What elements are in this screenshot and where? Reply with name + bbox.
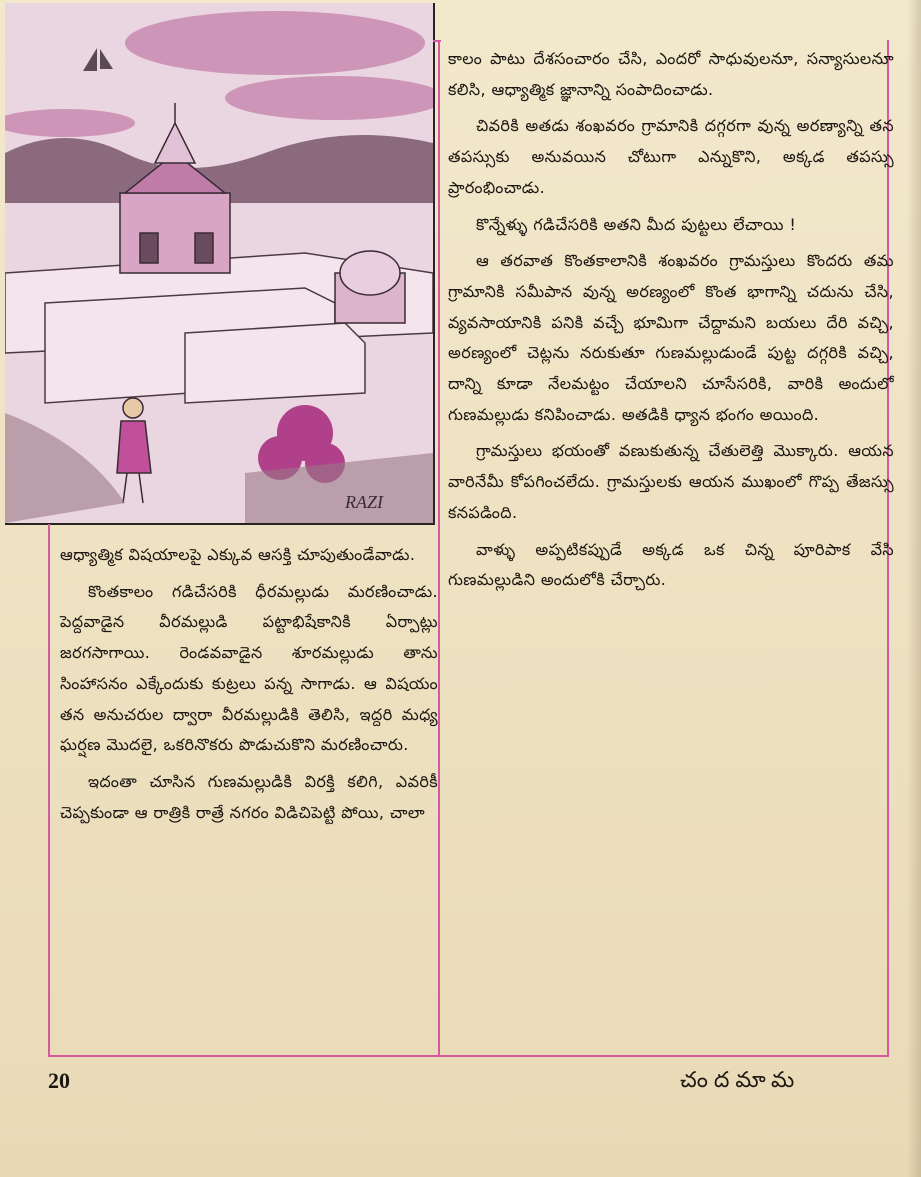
frame-bottom [48,1055,889,1057]
paragraph: కొన్నేళ్ళు గడిచేసరికి అతని మీద పుట్టలు లేచాయి ! [476,214,797,234]
page-number: 20 [48,1068,70,1093]
right-text-column [448,44,894,602]
paragraph: కాలం పాటు దేశసంచారం చేసి, ఎందరో సాధువులనూ, సన్యాసులనూ కలిసి, ఆధ్యాత్మిక జ్ఞానాన్ని సంపాదించాడు. [448,49,894,99]
story-illustration [5,3,435,525]
frame-divider [438,40,440,1056]
frame-left [48,524,50,1056]
paragraph: చివరికి అతడు శంఖవరం గ్రామానికి దగ్గరగా వున్న అరణ్యాన్ని తన తపస్సుకు అనువయిన చోటుగా ఎన్నుకొని, అక్కడ తపస్సు ప్రారంభించాడు. [448,116,894,197]
paragraph: ఆ తరవాత కొంతకాలానికి శంఖవరం గ్రామస్తులు కొందరు తమ గ్రామానికి సమీపాన వున్న అరణ్యంలో కొంత భాగాన్ని చదును చేసి, వ్యవసాయానికి పనికి వచ్చే భూమిగా చేద్దామని బయలు దేరి వచ్చి, అరణ్యంలో చెట్లను నరుకుతూ గుణమల్లుడుండే పుట్ట దగ్గరికి వచ్చి, దాన్ని కూడా నేలమట్టం చేయాలని చూసేసరికి, వారికి అందులో గుణమల్లుడు కనిపించాడు. అతడికి ధ్యాన భంగం అయింది. [448,251,894,424]
artist-signature: RAZI [345,492,383,512]
page-edge-shadow [907,0,921,1177]
magazine-name: చందమామ [680,1068,801,1093]
paragraph: వాళ్ళు అప్పటికప్పుడే అక్కడ ఒక చిన్న పూరిపాక వేసి గుణమల్లుడిని అందులోకి చేర్చారు. [448,539,894,590]
domed-building [335,251,405,323]
paragraph: కొంతకాలం గడిచేసరికి ధీరమల్లుడు మరణించాడు. పెద్దవాడైన వీరమల్లుడి పట్టాభిషేకానికి ఏర్పాట్లు జరగసాగాయి. రెండవవాడైన శూరమల్లుడు తాను సింహాసనం ఎక్కేందుకు కుట్రలు పన్న సాగాడు. ఆ విషయం తన అనుచరుల ద్వారా వీరమల్లుడికి తెలిసి, ఇద్దరి మధ్య ఘర్షణ మొదలై, ఒకరినొకరు పొడుచుకొని మరణించారు. [60,581,438,755]
paragraph: ఆధ్యాత్మిక విషయాలపై ఎక్కువ ఆసక్తి చూపుతుండేవాడు. [60,545,416,564]
paragraph: గ్రామస్తులు భయంతో వణుకుతున్న చేతులెత్తి మొక్కారు. ఆయన వారినేమీ కోపగించలేదు. గ్రామస్తులకు ఆయన ముఖంలో గొప్ప తేజస్సు కనపడింది. [448,441,894,522]
paragraph: ఇదంతా చూసిన గుణమల్లుడికి విరక్తి కలిగి, ఎవరికీ చెప్పకుండా ఆ రాత్రికి రాత్రే నగరం విడిచిపెట్టి పోయి, చాలా [60,771,438,822]
left-text-column [60,540,438,834]
